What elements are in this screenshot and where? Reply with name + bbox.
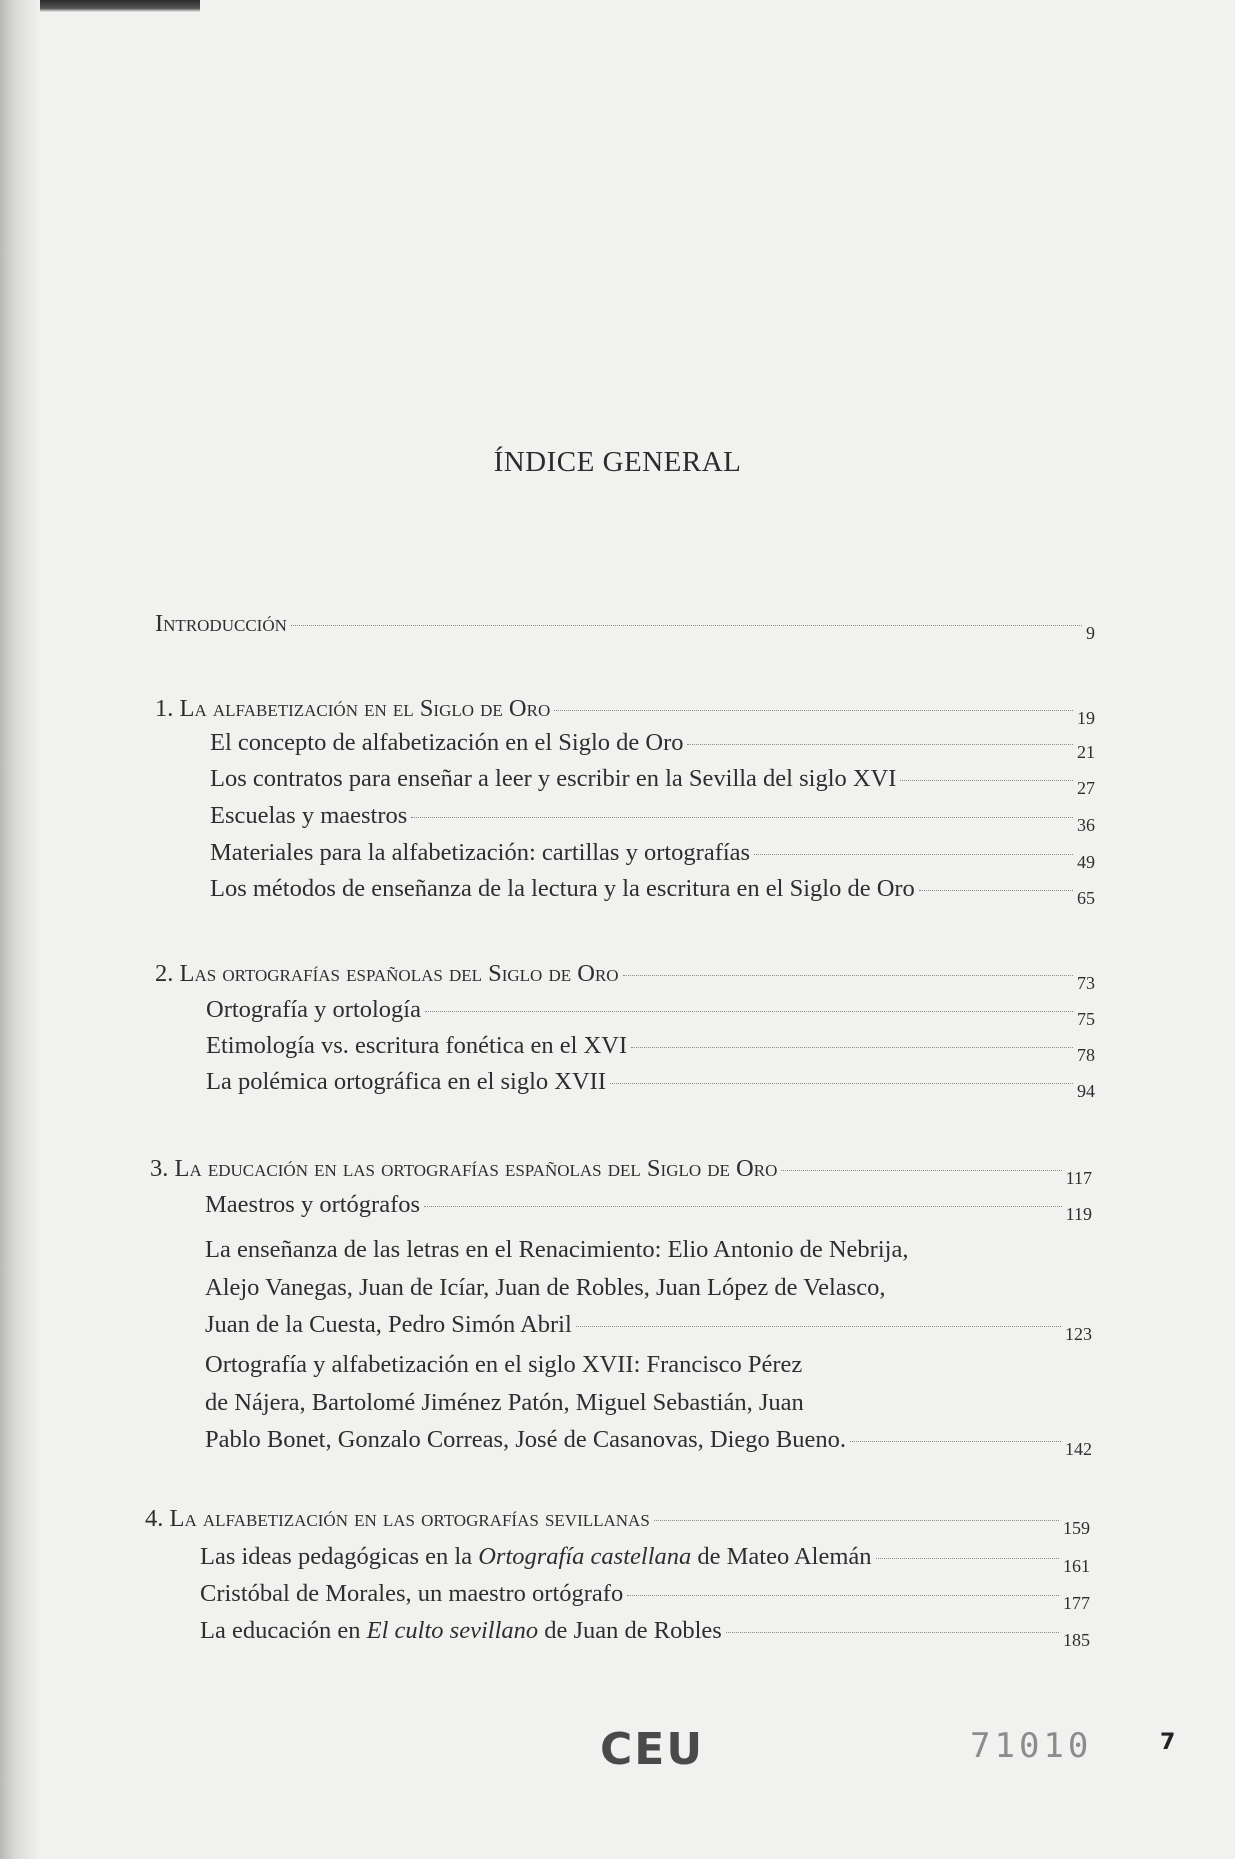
leader-dots xyxy=(291,625,1082,626)
toc-item-label: Los contratos para enseñar a leer y escribir en la Sevilla del siglo XVI xyxy=(210,765,897,792)
toc-item-page: 21 xyxy=(1077,742,1095,762)
leader-dots xyxy=(610,1083,1073,1084)
toc-item-label: Escuelas y maestros xyxy=(210,802,408,829)
toc-chapter-page: 73 xyxy=(1077,973,1095,993)
toc-item-label: Maestros y ortógrafos xyxy=(205,1191,421,1218)
toc-item[interactable] xyxy=(205,1306,1092,1345)
toc-item-label: Las ideas pedagógicas en la Ortografía castellana de Mateo Alemán xyxy=(200,1543,872,1570)
leader-dots xyxy=(781,1170,1061,1171)
toc-chapter-label: 1. La alfabetización en el Siglo de Oro xyxy=(155,695,551,722)
leader-dots xyxy=(654,1520,1059,1521)
toc-item-line: de Nájera, Bartolomé Jiménez Patón, Miguel Sebastián, Juan xyxy=(205,1389,804,1416)
toc-item-label: Pablo Bonet, Gonzalo Correas, José de Casanovas, Diego Bueno. xyxy=(205,1426,846,1453)
toc-item-page: 27 xyxy=(1077,778,1095,798)
toc-chapter-4[interactable] xyxy=(145,1500,1090,1539)
toc-item-page: 49 xyxy=(1077,852,1095,872)
toc-item-page: 94 xyxy=(1077,1081,1095,1101)
page-gutter-shadow xyxy=(0,0,40,1859)
toc-item[interactable] xyxy=(210,797,1095,836)
toc-item[interactable] xyxy=(210,870,1095,909)
toc-item-label: El concepto de alfabetización en el Siglo de Oro xyxy=(210,729,684,756)
toc-item[interactable] xyxy=(200,1538,1090,1577)
toc-item[interactable] xyxy=(200,1612,1090,1651)
toc-item-page: 177 xyxy=(1063,1593,1090,1613)
toc-item[interactable] xyxy=(210,724,1095,763)
toc-item[interactable] xyxy=(206,1027,1095,1066)
toc-item[interactable] xyxy=(206,1063,1095,1102)
toc-entry-intro[interactable] xyxy=(155,605,1095,644)
leader-dots xyxy=(424,1206,1062,1207)
toc-item-label: Juan de la Cuesta, Pedro Simón Abril xyxy=(205,1311,572,1338)
toc-item-line: Ortografía y alfabetización en el siglo XVII: Francisco Pérez xyxy=(205,1351,803,1378)
leader-dots xyxy=(726,1632,1059,1633)
leader-dots xyxy=(631,1047,1073,1048)
toc-item-page: 161 xyxy=(1063,1556,1090,1576)
toc-chapter-page: 159 xyxy=(1063,1518,1090,1538)
leader-dots xyxy=(627,1595,1059,1596)
toc-item[interactable] xyxy=(206,991,1095,1030)
toc-item-label: Ortografía y ortología xyxy=(206,996,421,1023)
toc-item-label: Etimología vs. escritura fonética en el XVI xyxy=(206,1032,628,1059)
leader-dots xyxy=(623,975,1073,976)
ceu-logo: CEU xyxy=(600,1724,705,1775)
toc-item-page: 119 xyxy=(1065,1204,1092,1224)
toc-item-label: Los métodos de enseñanza de la lectura y la escritura en el Siglo de Oro xyxy=(210,875,915,902)
toc-chapter-3[interactable] xyxy=(150,1150,1092,1189)
toc-item-page: 75 xyxy=(1077,1009,1095,1029)
toc-item-label: La educación en El culto sevillano de Juan de Robles xyxy=(200,1617,722,1644)
toc-item-line: La enseñanza de las letras en el Renacimiento: Elio Antonio de Nebrija, xyxy=(205,1236,909,1263)
toc-chapter-page: 117 xyxy=(1065,1168,1092,1188)
leader-dots xyxy=(919,890,1073,891)
toc-item[interactable] xyxy=(210,834,1095,873)
toc-item-page: 36 xyxy=(1077,815,1095,835)
toc-item-page: 142 xyxy=(1065,1439,1092,1459)
toc-item[interactable] xyxy=(205,1186,1092,1225)
page-title: ÍNDICE GENERAL xyxy=(493,446,742,478)
leader-dots xyxy=(425,1011,1073,1012)
leader-dots xyxy=(576,1326,1061,1327)
leader-dots xyxy=(876,1558,1059,1559)
toc-chapter-label: 4. La alfabetización en las ortografías sevillanas xyxy=(145,1505,650,1532)
toc-item-label: Materiales para la alfabetización: cartillas y ortografías xyxy=(210,839,751,866)
library-stamp-number: 71010 xyxy=(970,1726,1093,1766)
toc-chapter-page: 19 xyxy=(1077,708,1095,728)
page-number: 7 xyxy=(1160,1730,1176,1755)
toc-item-page: 78 xyxy=(1077,1045,1095,1065)
leader-dots xyxy=(900,780,1073,781)
toc-chapter-label: 3. La educación en las ortografías españolas del Siglo de Oro xyxy=(150,1155,778,1182)
toc-item-line: Alejo Vanegas, Juan de Icíar, Juan de Robles, Juan López de Velasco, xyxy=(205,1274,886,1301)
leader-dots xyxy=(554,710,1073,711)
leader-dots xyxy=(411,817,1073,818)
toc-item[interactable] xyxy=(205,1421,1092,1460)
leader-dots xyxy=(754,854,1073,855)
toc-item-label: La polémica ortográfica en el siglo XVII xyxy=(206,1068,607,1095)
toc-item-page: 185 xyxy=(1063,1630,1090,1650)
toc-item-page: 123 xyxy=(1065,1324,1092,1344)
toc-item[interactable] xyxy=(200,1575,1090,1614)
toc-chapter-2[interactable] xyxy=(155,955,1095,994)
toc-chapter-label: 2. Las ortografías españolas del Siglo de Oro xyxy=(155,960,619,987)
leader-dots xyxy=(850,1441,1061,1442)
leader-dots xyxy=(687,744,1073,745)
toc-entry-page: 9 xyxy=(1086,623,1095,643)
toc-item-label: Cristóbal de Morales, un maestro ortógrafo xyxy=(200,1580,624,1607)
toc-item-page: 65 xyxy=(1077,888,1095,908)
toc-entry-label: Introducción xyxy=(155,610,287,637)
toc-item[interactable] xyxy=(210,760,1095,799)
